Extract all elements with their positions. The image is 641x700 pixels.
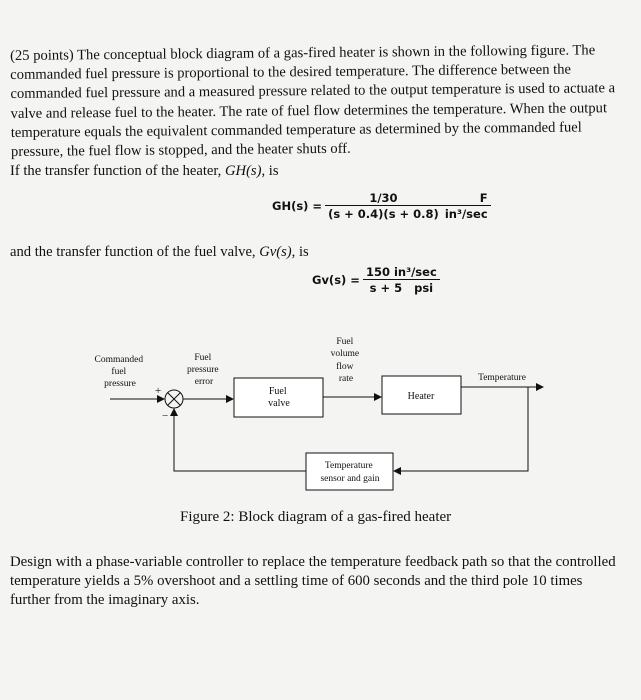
gh-unit-numerator: F	[479, 191, 488, 205]
error-label: Fuel pressure error	[186, 353, 219, 387]
plus-sign: +	[155, 385, 162, 397]
sensor-block	[306, 453, 393, 490]
gh-lhs: GH(s) =	[272, 199, 323, 213]
valve-tf-symbol: Gv(s)	[259, 244, 292, 260]
design-task: Design with a phase-variable controller to replace the temperature feedback path so that the controlled temperature yields a 5% overshoot and a settling time of 600 seconds and the third pole 10 times further from the imaginary axis.	[10, 554, 616, 608]
heater-tf-symbol: GH(s)	[224, 163, 262, 179]
gh-numerator: 1/30	[369, 191, 398, 205]
gh-unit-denominator: in³/sec	[442, 205, 491, 221]
gv-numerator: 150 in³/sec	[365, 265, 437, 279]
output-label: Temperature	[478, 373, 526, 383]
feedback-path-left	[174, 409, 306, 471]
sensor-label: Temperature sensor and gain	[320, 461, 380, 484]
minus-sign: −	[162, 410, 169, 422]
gh-denominator: (s + 0.4)(s + 0.8)	[325, 205, 442, 221]
gv-denominator: s + 5 psi	[363, 279, 440, 295]
fuel-valve-label: Fuel valve	[268, 386, 290, 409]
heater-tf-suffix: , is	[261, 163, 279, 179]
input-label: Commanded fuel pressure	[94, 355, 144, 389]
gv-lhs: Gv(s) =	[312, 273, 360, 287]
figure-caption: Figure 2: Block diagram of a gas-fired heater	[180, 509, 452, 525]
heater-label: Heater	[407, 391, 435, 402]
flow-label: Fuel volume flow rate	[330, 337, 360, 384]
valve-tf-prefix: and the transfer function of the fuel valve,	[10, 244, 260, 260]
heater-tf-prefix: If the transfer function of the heater,	[10, 163, 225, 179]
problem-intro: (25 points) The conceptual block diagram of a gas-fired heater is shown in the following figure. The commanded fuel pressure is proportional to the desired temperature. The difference between the commanded fuel pressure and a measured pressure related to the output temperature is used to actuate a valve and release fuel to the heater. The rate of fuel flow determines the temperature. When the output temperature equals the equivalent commanded temperature as determined by the commanded fuel pressure, the fuel flow is stopped, and the heater shuts off.	[10, 42, 616, 161]
valve-tf-suffix: , is	[291, 244, 309, 260]
